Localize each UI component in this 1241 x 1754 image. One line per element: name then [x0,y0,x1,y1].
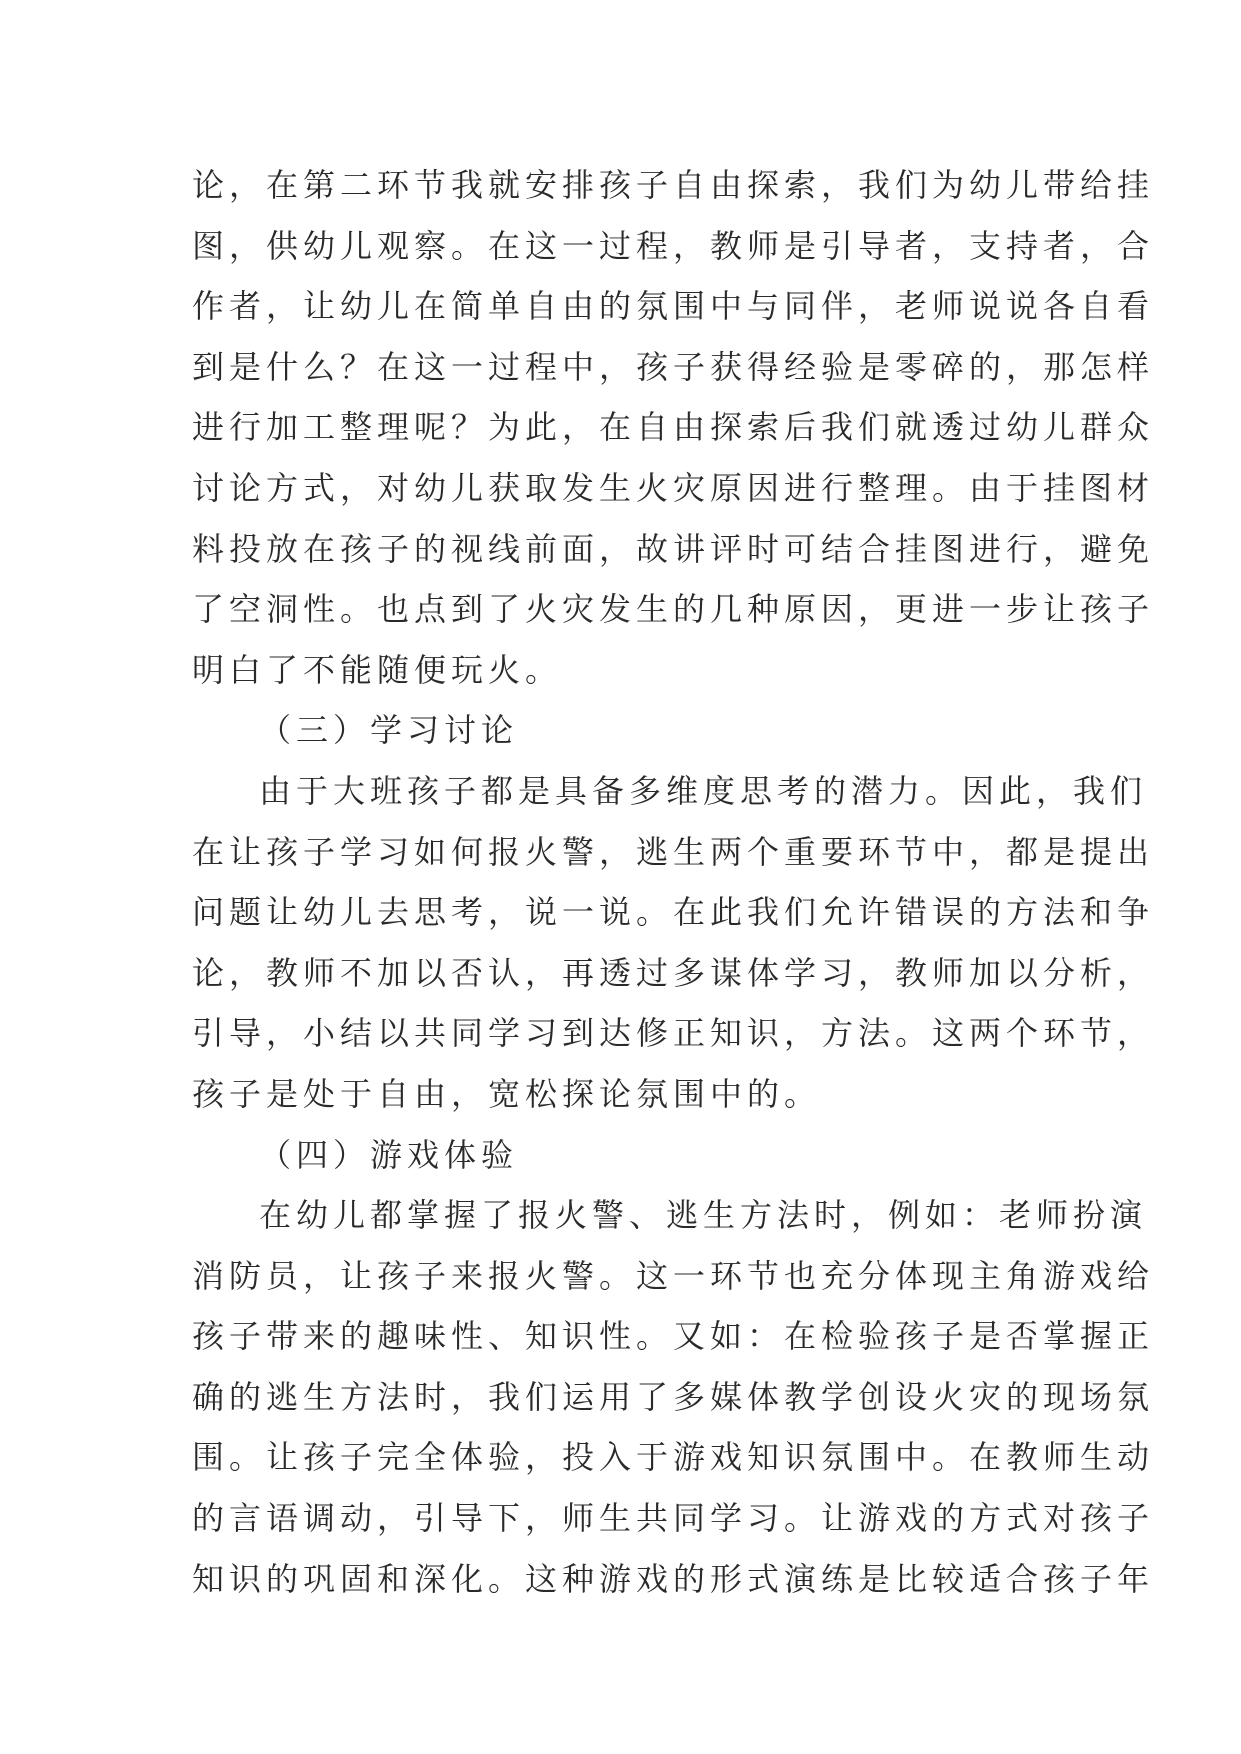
paragraph-line: 孩子是处于自由，宽松探论氛围中的。 [192,1074,822,1113]
paragraph-line: 在让孩子学习如何报火警，逃生两个重要环节中，都是提出 [192,832,1155,871]
paragraph-line: 问题让幼儿去思考，说一说。在此我们允许错误的方法和争 [192,893,1155,932]
paragraph-line: 在幼儿都掌握了报火警、逃生方法时，例如：老师扮演 [259,1196,1148,1235]
paragraph-line: 消防员，让孩子来报火警。这一环节也充分体现主角游戏给 [192,1256,1155,1295]
paragraph-line: 围。让孩子完全体验，投入于游戏知识氛围中。在教师生动 [192,1438,1155,1477]
paragraph-line: 孩子带来的趣味性、知识性。又如：在检验孩子是否掌握正 [192,1317,1155,1356]
paragraph-line: 由于大班孩子都是具备多维度思考的潜力。因此，我们 [259,771,1148,810]
paragraph-line: 引导，小结以共同学习到达修正知识，方法。这两个环节， [192,1014,1155,1053]
paragraph-line: 了空洞性。也点到了火灾发生的几种原因，更进一步让孩子 [192,590,1155,629]
paragraph-line: 的言语调动，引导下，师生共同学习。让游戏的方式对孩子 [192,1499,1155,1538]
section-heading: （三）学习讨论 [259,711,519,750]
paragraph-line: 图，供幼儿观察。在这一过程，教师是引导者，支持者，合 [192,226,1155,265]
paragraph-line: 料投放在孩子的视线前面，故讲评时可结合挂图进行，避免 [192,529,1155,568]
section-heading: （四）游戏体验 [259,1135,519,1174]
paragraph-line: 明白了不能随便玩火。 [192,650,563,689]
paragraph-line: 进行加工整理呢？为此，在自由探索后我们就透过幼儿群众 [192,408,1155,447]
paragraph-line: 知识的巩固和深化。这种游戏的形式演练是比较适合孩子年 [192,1559,1155,1598]
paragraph-line: 确的逃生方法时，我们运用了多媒体教学创设火灾的现场氛 [192,1377,1155,1416]
paragraph-line: 讨论方式，对幼儿获取发生火灾原因进行整理。由于挂图材 [192,468,1155,507]
paragraph-line: 作者，让幼儿在简单自由的氛围中与同伴，老师说说各自看 [192,287,1155,326]
paragraph-line: 论，教师不加以否认，再透过多谋体学习，教师加以分析， [192,953,1155,992]
document-body [192,155,1155,1609]
paragraph-line: 论，在第二环节我就安排孩子自由探索，我们为幼儿带给挂 [192,166,1155,204]
paragraph-line: 到是什么？在这一过程中，孩子获得经验是零碎的，那怎样 [192,347,1155,386]
